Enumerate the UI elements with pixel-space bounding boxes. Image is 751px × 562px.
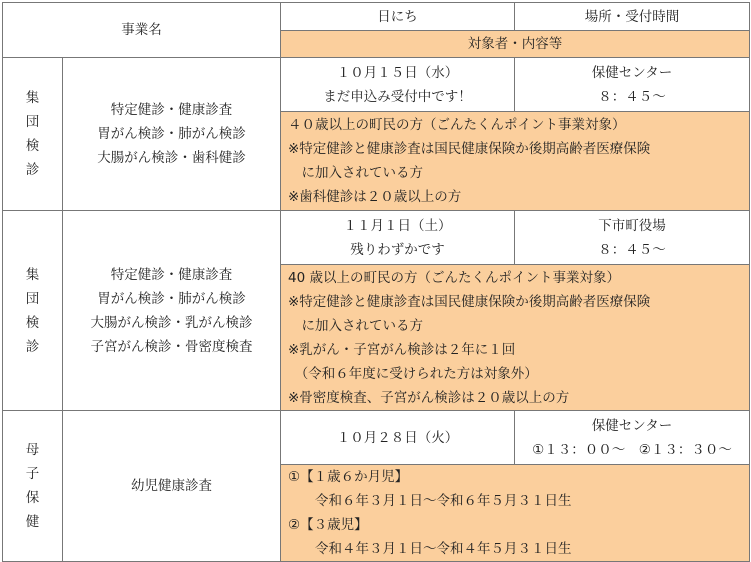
section-category: 集 団 検 診 xyxy=(3,211,63,411)
header-place-time: 場所・受付時間 xyxy=(515,3,750,31)
section-items: 特定健診・健康診査 胃がん検診・肺がん検診 大腸がん検診・乳がん検診 子宮がん検診・骨密度検査 xyxy=(63,211,281,411)
section-place-time: 保健センター ８：４５～ xyxy=(515,58,750,112)
section-category: 母 子 保 健 xyxy=(3,411,63,562)
section-detail: ４０歳以上の町民の方（ごんたくんポイント事業対象） ※特定健診と健康診査は国民健康保険か後期高齢者医療保険 に加入されている方 ※歯科健診は２０歳以上の方 xyxy=(281,112,750,211)
schedule-table xyxy=(2,2,750,562)
header-event-name: 事業名 xyxy=(3,3,281,58)
section-place-time: 保健センター ①１３：００～ ②１３：３０～ xyxy=(515,411,750,465)
header-target-content: 対象者・内容等 xyxy=(281,31,750,58)
section-date: １０月２８日（火） xyxy=(281,411,515,465)
section-place-time: 下市町役場 ８：４５～ xyxy=(515,211,750,265)
section-date: １０月１５日（水） まだ申込み受付中です！ xyxy=(281,58,515,112)
section-detail: ①【１歳６か月児】 令和６年３月１日～令和６年５月３１日生 ②【３歳児】 令和４年３月１日～令和４年５月３１日生 xyxy=(281,465,750,562)
section-category: 集 団 検 診 xyxy=(3,58,63,211)
section-detail: 40 歳以上の町民の方（ごんたくんポイント事業対象） ※特定健診と健康診査は国民健康保険か後期高齢者医療保険 に加入されている方 ※乳がん・子宮がん検診は２年に１回 （令和６年度に受けられた方は対象外） ※骨密度検査、子宮がん検診は２０歳以上の方 xyxy=(281,265,750,411)
section-items: 特定健診・健康診査 胃がん検診・肺がん検診 大腸がん検診・歯科健診 xyxy=(63,58,281,211)
section-items: 幼児健康診査 xyxy=(63,411,281,562)
section-date: １１月１日（土） 残りわずかです xyxy=(281,211,515,265)
header-date: 日にち xyxy=(281,3,515,31)
